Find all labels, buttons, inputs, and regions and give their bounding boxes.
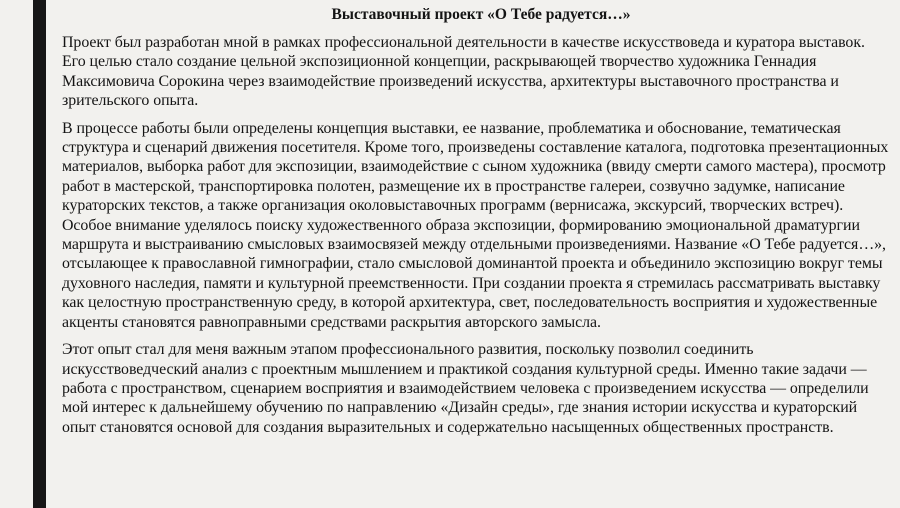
document-title: Выставочный проект «О Тебе радуется…» (331, 6, 631, 23)
document-body (62, 5, 892, 445)
paragraph-project-purpose: Проект был разработан мной в рамках профессиональной деятельности в качестве искусствоведа и куратора выставок. Его целью стало создание цельной экспозиционной концепции, раскрывающей творчество художника Геннадия Максимовича Сорокина через взаимодействие произведений искусства, архитектуры выставочного пространства и зрительского опыта. (62, 34, 865, 110)
paragraph-professional-experience: Этот опыт стал для меня важным этапом профессионального развития, поскольку позволил соединить искусствоведческий анализ с проектным мышлением и практикой создания культурной среды. Именно такие задачи — работа с пространством, сценарием восприятия и взаимодействием человека с произведением искусства — определили мой интерес к дальнейшему обучению по направлению «Дизайн среды», где знания истории искусства и кураторский опыт становятся основой для создания выразительных и содержательно насыщенных общественных пространств. (62, 341, 869, 436)
left-dark-stripe (33, 0, 46, 508)
paragraph-work-process: В процессе работы были определены концепция выставки, ее название, проблематика и обоснование, тематическая структура и сценарий движения посетителя. Кроме того, произведены составление каталога, подготовка презентационных материалов, выборка работ для экспозиции, взаимодействие с сыном художника (ввиду смерти самого мастера), просмотр работ в мастерской, транспортировка полотен, размещение их в пространстве галереи, созвучно задумке, написание кураторских текстов, а также организация околовыставочных программ (вернисажа, экскурсий, творческих встреч). Особое внимание уделялось поиску художественного образа экспозиции, формированию эмоциональной драматургии маршрута и выстраиванию смысловых взаимосвязей между отдельными произведениями. Название «О Тебе радуется…», отсылающее к православной гимнографии, стало смысловой доминантой проекта и объединило экспозицию вокруг темы духовного наследия, памяти и культурной преемственности. При создании проекта я стремилась рассматривать выставку как целостную пространственную среду, в которой архитектура, свет, последовательность восприятия и художественные акценты становятся равноправными средствами раскрытия авторского замысла. (62, 119, 889, 331)
left-decorative-bar (0, 0, 46, 508)
